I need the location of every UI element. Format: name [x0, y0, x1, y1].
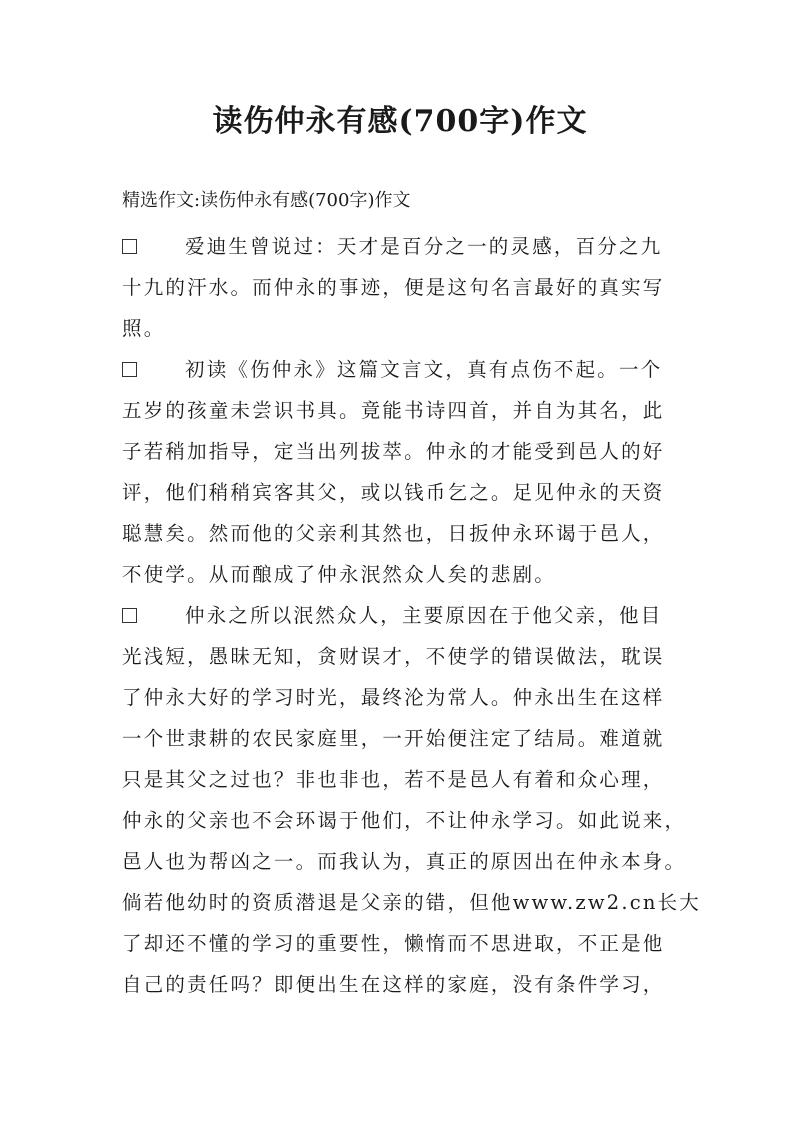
checkbox-glyph-icon — [122, 362, 137, 377]
paragraph-3 — [122, 595, 702, 1005]
document-subtitle: 精选作文:读伤仲永有感(700字)作文 — [122, 190, 411, 211]
checkbox-glyph-icon — [122, 608, 137, 623]
paragraph-line: 不使学。从而酿成了仲永泯然众人矣的悲剧。 — [122, 563, 557, 586]
paragraph-line: 倘若他幼时的资质潜退是父亲的错，但他www.zw2.cn长大 — [122, 891, 702, 914]
document-body — [122, 184, 702, 1005]
paragraph-line: 仲永的父亲也不会环谒于他们，不让仲永学习。如此说来， — [122, 809, 687, 832]
paragraph-1 — [122, 226, 682, 349]
paragraph-line: 十九的汗水。而仲永的事迹，便是这句名言最好的真实写 — [122, 276, 665, 299]
paragraph-line: 光浅短，愚昧无知，贪财误才，不使学的错误做法，耽误 — [122, 645, 665, 668]
document-title: 读伤仲永有感(700字)作文 — [212, 104, 588, 139]
paragraph-line: 一个世隶耕的农民家庭里，一开始便注定了结局。难道就 — [122, 727, 665, 750]
paragraph-line: 自己的责任吗？即便出生在这样的家庭，没有条件学习， — [122, 973, 665, 996]
paragraph-line: 五岁的孩童未尝识书具。竟能书诗四首，并自为其名，此 — [122, 399, 665, 422]
paragraph-line: 爱迪生曾说过：天才是百分之一的灵感，百分之九 — [122, 226, 682, 267]
paragraph-line: 了却还不懂的学习的重要性，懒惰而不思进取，不正是他 — [122, 932, 665, 955]
paragraph-line: 聪慧矣。然而他的父亲利其然也，日扳仲永环谒于邑人， — [122, 522, 665, 545]
paragraph-line: 照。 — [122, 317, 166, 340]
paragraph-line: 子若稍加指导，定当出列拔萃。仲永的才能受到邑人的好 — [122, 440, 665, 463]
checkbox-glyph-icon — [122, 239, 137, 254]
paragraph-line: 初读《伤仲永》这篇文言文，真有点伤不起。一个 — [122, 349, 682, 390]
paragraph-line: 评，他们稍稍宾客其父，或以钱币乞之。足见仲永的天资 — [122, 481, 665, 504]
paragraph-line: 只是其父之过也？非也非也，若不是邑人有着和众心理， — [122, 768, 665, 791]
paragraph-line: 邑人也为帮凶之一。而我认为，真正的原因出在仲永本身。 — [122, 850, 687, 873]
paragraph-line: 了仲永大好的学习时光，最终沦为常人。仲永出生在这样 — [122, 686, 665, 709]
paragraph-2 — [122, 349, 682, 595]
paragraph-line: 仲永之所以泯然众人，主要原因在于他父亲，他目 — [122, 595, 682, 636]
